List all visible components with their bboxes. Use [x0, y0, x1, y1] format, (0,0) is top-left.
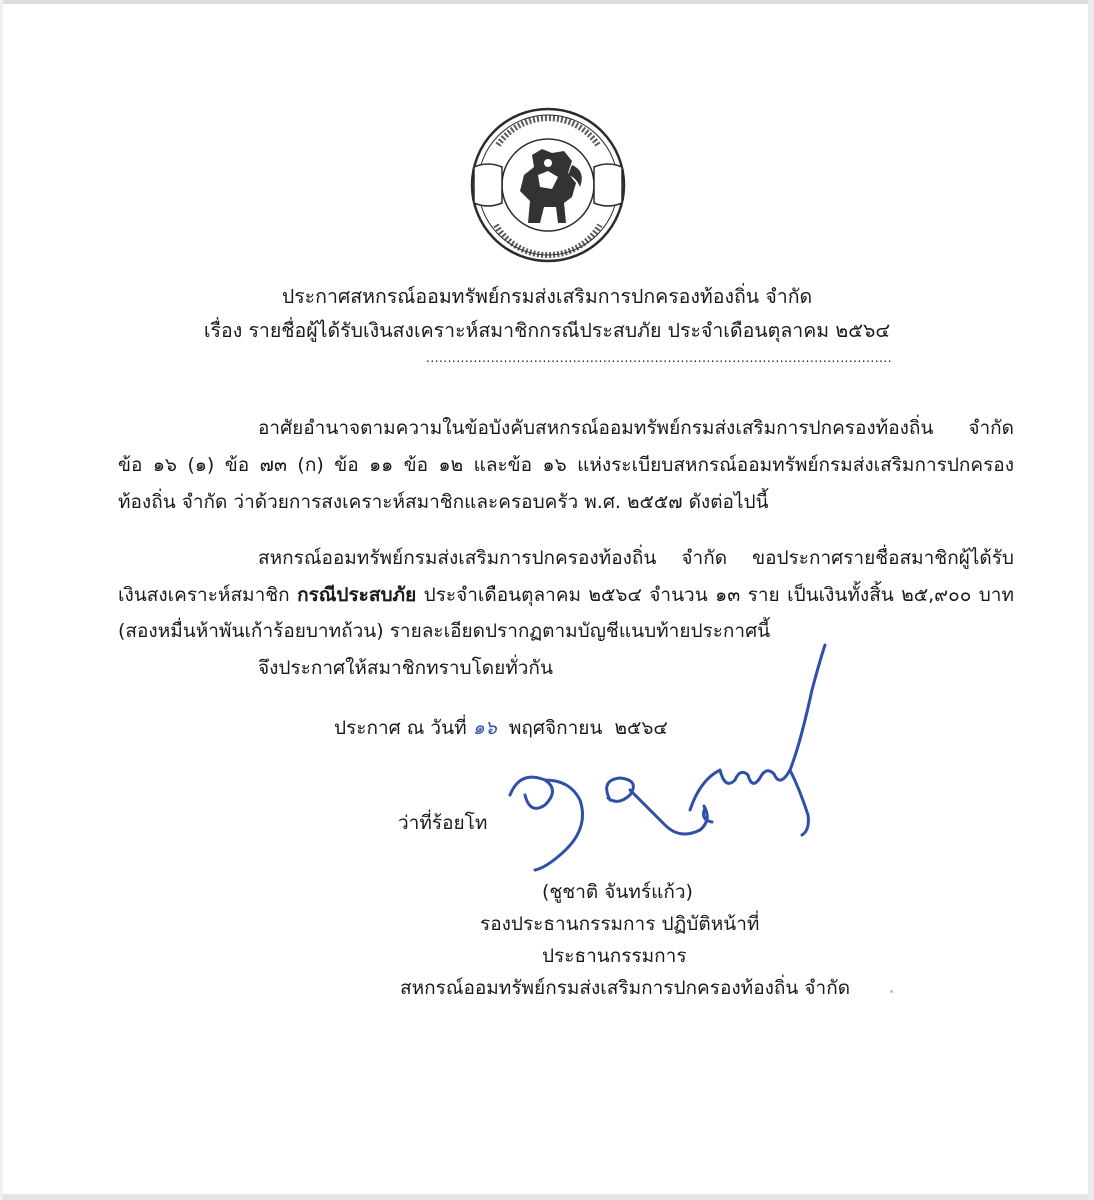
announcement-title: ประกาศสหกรณ์ออมทรัพย์กรมส่งเสริมการปกครองท้องถิ่น จำกัด	[281, 285, 813, 308]
cooperative-seal-logo	[468, 105, 628, 265]
signer-position-2: ประธานกรรมการ	[542, 945, 687, 967]
signer-position-1: รองประธานกรรมการ ปฏิบัติหน้าที่	[480, 913, 760, 935]
closing-statement: จึงประกาศให้สมาชิกทราบโดยทั่วกัน	[258, 657, 553, 679]
paragraph-announcement-line-2: เงินสงเคราะห์สมาชิก กรณีประสบภัย ประจำเดือนตุลาคม ๒๕๖๔ จำนวน ๑๓ ราย เป็นเงินทั้งสิ้น ๒๕,๙๐๐ บาท	[118, 584, 1014, 606]
title-divider: ............................................................................................................	[426, 351, 892, 365]
paragraph-authority-line-1: อาศัยอำนาจตามความในข้อบังคับสหกรณ์ออมทรัพย์กรมส่งเสริมการปกครองท้องถิ่น จำกัด	[258, 417, 1014, 439]
announcement-subject: เรื่อง รายชื่อผู้ได้รับเงินสงเคราะห์สมาชิกกรณีประสบภัย ประจำเดือนตุลาคม ๒๕๖๔	[203, 319, 891, 342]
announcement-date: ประกาศ ณ วันที่ ๑๖ พฤศจิกายน ๒๕๖๔	[334, 717, 668, 739]
paragraph-authority-line-3: ท้องถิ่น จำกัด ว่าด้วยการสงเคราะห์สมาชิกและครอบครัว พ.ศ. ๒๕๕๗ ดังต่อไปนี้	[118, 491, 769, 513]
signer-rank: ว่าที่ร้อยโท	[398, 812, 488, 834]
scan-edge-bottom	[0, 1194, 1094, 1200]
scan-speck	[890, 990, 893, 993]
paragraph-authority-line-2: ข้อ ๑๖ (๑) ข้อ ๗๓ (ก) ข้อ ๑๑ ข้อ ๑๒ และข้อ ๑๖ แห่งระเบียบสหกรณ์ออมทรัพย์กรมส่งเสริมการปกครอง	[118, 454, 1014, 476]
handwritten-signature	[490, 630, 850, 880]
scan-edge-right	[1088, 0, 1094, 1200]
scan-edge-top	[0, 0, 1094, 4]
announcement-day: ๑๖	[472, 717, 497, 739]
scan-edge-left	[0, 0, 3, 1200]
paragraph-announcement-line-1: สหกรณ์ออมทรัพย์กรมส่งเสริมการปกครองท้องถิ่น จำกัด ขอประกาศรายชื่อสมาชิกผู้ได้รับ	[258, 547, 1014, 569]
case-type-bold: กรณีประสบภัย	[297, 584, 417, 606]
signer-name: (ชูชาติ จันทร์แก้ว)	[542, 881, 693, 903]
paragraph-announcement-line-3: (สองหมื่นห้าพันเก้าร้อยบาทถ้วน) รายละเอียดปรากฏตามบัญชีแนบท้ายประกาศนี้	[118, 620, 771, 642]
signer-organization: สหกรณ์ออมทรัพย์กรมส่งเสริมการปกครองท้องถิ่น จำกัด	[400, 977, 851, 999]
